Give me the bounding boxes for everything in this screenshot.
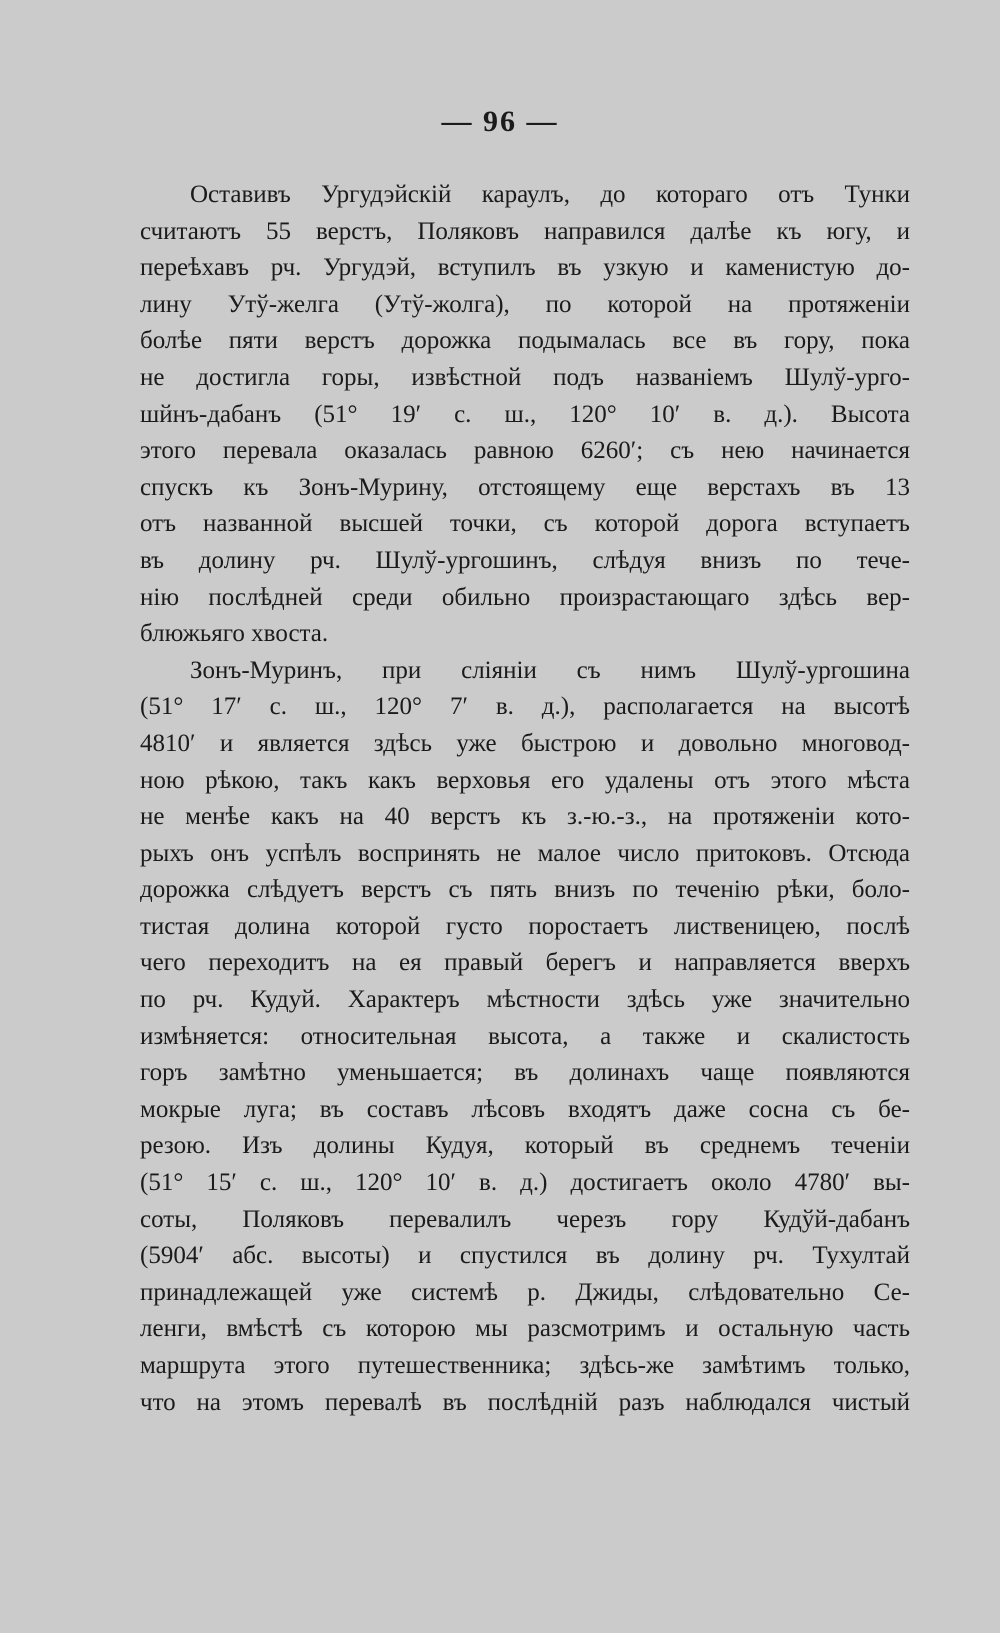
text-line: въ долину рч. Шулў-ургошинъ, слѣдуя внизъ по тече- bbox=[140, 546, 910, 574]
text-line: не менѣе какъ на 40 верстъ къ з.-ю.-з., на протяженіи кото- bbox=[140, 803, 910, 831]
text-line: (51° 17′ с. ш., 120° 7′ в. д.), располагается на высотѣ bbox=[140, 693, 910, 721]
text-line: дорожка слѣдуетъ верстъ съ пять внизъ по теченію рѣки, боло- bbox=[140, 876, 910, 904]
text-line: что на этомъ перевалѣ въ послѣдній разъ наблюдался чистый bbox=[140, 1388, 910, 1416]
text-line: чего переходитъ на ея правый берегъ и направляется вверхъ bbox=[140, 949, 910, 977]
text-line: принадлежащей уже системѣ р. Джиды, слѣдовательно Се- bbox=[140, 1278, 910, 1306]
text-line: рыхъ онъ успѣлъ воспринять не малое число притоковъ. Отсюда bbox=[140, 839, 910, 867]
text-line: мокрые луга; въ составъ лѣсовъ входятъ даже сосна съ бе- bbox=[140, 1095, 910, 1123]
text-line: (51° 15′ с. ш., 120° 10′ в. д.) достигаетъ около 4780′ вы- bbox=[140, 1169, 910, 1197]
text-line: маршрута этого путешественника; здѣсь-же замѣтимъ только, bbox=[140, 1352, 910, 1379]
text-line: Зонъ-Муринъ, при сліяніи съ нимъ Шулў-ургошина bbox=[190, 656, 910, 684]
text-line: отъ названной высшей точки, съ которой дорога вступаетъ bbox=[140, 510, 910, 538]
text-line: ленги, вмѣстѣ съ которою мы разсмотримъ и остальную часть bbox=[140, 1315, 910, 1343]
body-text bbox=[140, 177, 910, 1421]
text-line: нію послѣдней среди обильно произрастающаго здѣсь вер- bbox=[140, 583, 910, 611]
text-line: резою. Изъ долины Кудуя, который въ среднемъ теченіи bbox=[140, 1132, 910, 1160]
text-line: шйнъ-дабанъ (51° 19′ с. ш., 120° 10′ в. д.). Высота bbox=[140, 400, 910, 428]
text-line: горъ замѣтно уменьшается; въ долинахъ чаще появляются bbox=[140, 1059, 910, 1087]
text-line: этого перевала оказалась равною 6260′; съ нею начинается bbox=[140, 437, 910, 465]
text-line: болѣе пяти верстъ дорожка подымалась все въ гору, пока bbox=[140, 327, 910, 355]
text-line: по рч. Кудуй. Характеръ мѣстности здѣсь уже значительно bbox=[140, 986, 910, 1014]
text-line: спускъ къ Зонъ-Мурину, отстоящему еще верстахъ въ 13 bbox=[140, 473, 910, 501]
page-number: — 96 — bbox=[441, 105, 559, 138]
text-line: не достигла горы, извѣстной подъ названіемъ Шулў-урго- bbox=[140, 363, 910, 391]
text-line: ною рѣкою, такъ какъ верховья его удалены отъ этого мѣста bbox=[140, 766, 910, 794]
text-line: считаютъ 55 верстъ, Поляковъ направился далѣе къ югу, и bbox=[140, 217, 910, 245]
text-line: соты, Поляковъ перевалилъ черезъ гору Кудўй-дабанъ bbox=[140, 1205, 910, 1233]
text-line: лину Утў-желга (Утў-жолга), по которой на протяженіи bbox=[140, 290, 910, 318]
paragraph-1 bbox=[140, 177, 910, 653]
text-line: Оставивъ Ургудэйскій караулъ, до котораго отъ Тунки bbox=[190, 181, 910, 208]
text-line: измѣняется: относительная высота, а также и скалистость bbox=[140, 1022, 910, 1050]
text-line: 4810′ и является здѣсь уже быстрою и довольно многовод- bbox=[140, 729, 910, 757]
paragraph-2 bbox=[140, 653, 910, 1421]
text-line: тистая долина которой густо поростаетъ лиственицею, послѣ bbox=[140, 912, 910, 940]
text-line: переѣхавъ рч. Ургудэй, вступилъ въ узкую и каменистую до- bbox=[140, 254, 910, 282]
text-line: (5904′ абс. высоты) и спустился въ долину рч. Тухултай bbox=[140, 1242, 910, 1270]
text-line: блюжьяго хвоста. bbox=[140, 620, 329, 648]
